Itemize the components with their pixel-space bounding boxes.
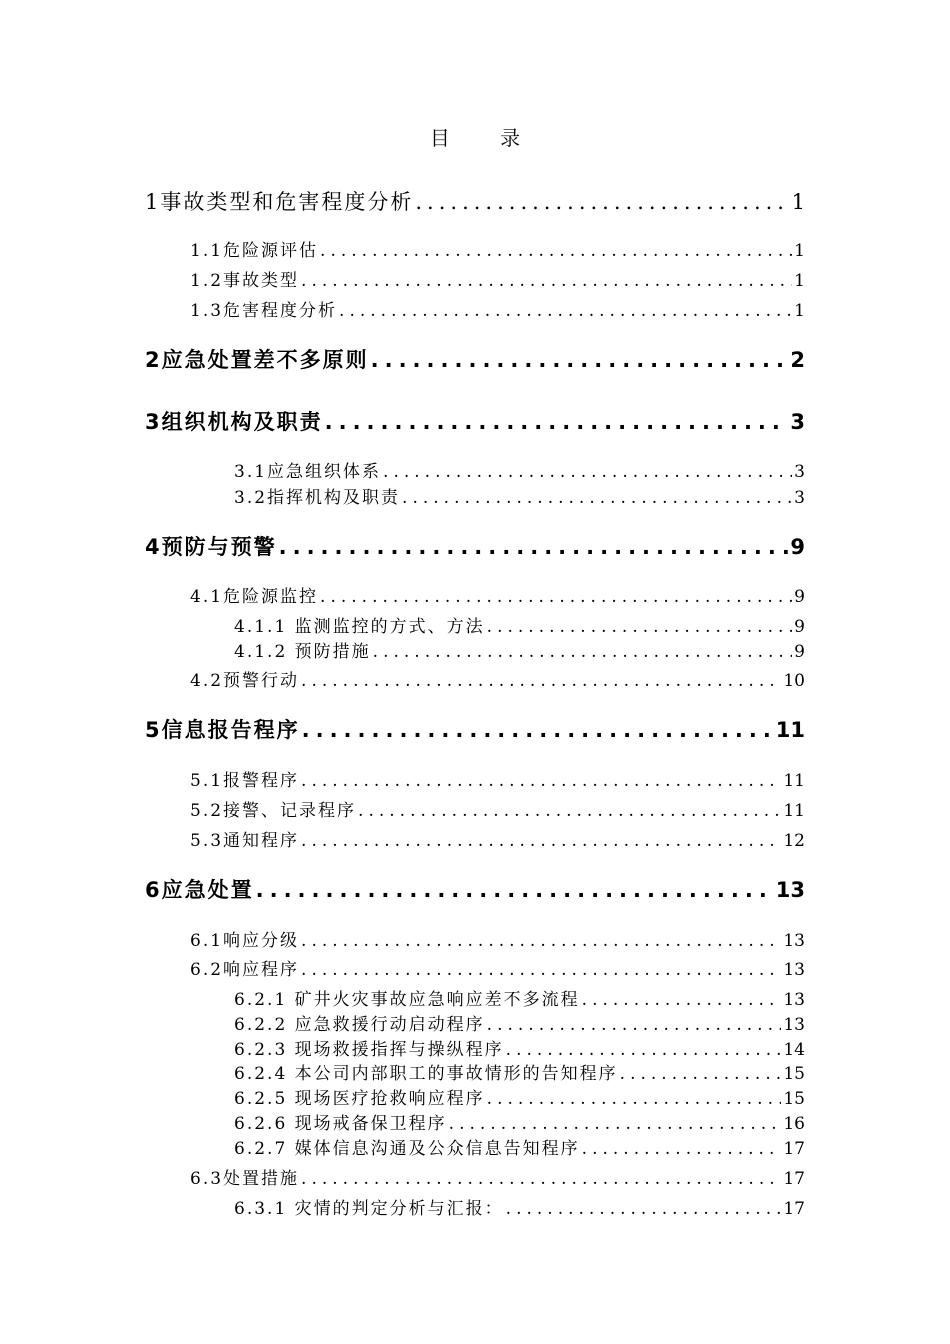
- toc-entry-1[interactable]: [145, 186, 805, 216]
- toc-entry-label: 6.2响应程序: [190, 960, 300, 980]
- toc-leader-dots: [301, 960, 781, 980]
- toc-entry-page: 1: [794, 241, 805, 261]
- toc-entry-5-3[interactable]: [190, 826, 805, 851]
- toc-entry-6-2-3[interactable]: [234, 1035, 805, 1060]
- toc-entry-4-1-1[interactable]: [234, 612, 805, 637]
- toc-entry-page: 11: [783, 771, 805, 791]
- toc-entry-page: 2: [790, 348, 805, 372]
- toc-leader-dots: [506, 1040, 782, 1060]
- toc-leader-dots: [256, 878, 774, 902]
- toc-entry-page: 9: [790, 535, 805, 559]
- toc-entry-6-2-5[interactable]: [234, 1084, 805, 1109]
- toc-leader-dots: [506, 1199, 782, 1219]
- toc-entry-4-2[interactable]: [190, 666, 805, 691]
- toc-entry-page: 11: [783, 801, 805, 821]
- toc-entry-page: 11: [775, 718, 805, 742]
- toc-entry-2[interactable]: [145, 344, 805, 374]
- toc-entry-label: 6.2.5 现场医疗抢救响应程序: [234, 1089, 485, 1109]
- toc-entry-page: 13: [783, 990, 805, 1010]
- toc-entry-label: 5.2接警、记录程序: [190, 801, 357, 821]
- toc-leader-dots: [339, 301, 792, 321]
- toc-entry-page: 12: [783, 831, 805, 851]
- toc-leader-dots: [301, 771, 781, 791]
- toc-leader-dots: [487, 1015, 782, 1035]
- toc-entry-page: 3: [794, 488, 805, 508]
- page-title: 目 录: [429, 126, 543, 150]
- toc-leader-dots: [582, 1139, 782, 1159]
- toc-entry-4-1-2[interactable]: [234, 637, 805, 662]
- toc-entry-page: 14: [783, 1040, 805, 1060]
- toc-leader-dots: [373, 642, 793, 662]
- toc-entry-6-1[interactable]: [190, 926, 805, 951]
- toc-entry-page: 9: [794, 642, 805, 662]
- toc-leader-dots: [302, 718, 774, 742]
- toc-leader-dots: [320, 241, 792, 261]
- toc-leader-dots: [320, 587, 792, 607]
- toc-entry-label: 6.2.1 矿井火灾事故应急响应差不多流程: [234, 990, 580, 1010]
- toc-entry-6-2[interactable]: [190, 955, 805, 980]
- toc-entry-6-2-7[interactable]: [234, 1134, 805, 1159]
- toc-entry-label: 1事故类型和危害程度分析: [145, 190, 414, 214]
- toc-entry-5-2[interactable]: [190, 796, 805, 821]
- toc-leader-dots: [487, 617, 793, 637]
- toc-entry-page: 9: [794, 587, 805, 607]
- toc-entry-page: 17: [783, 1169, 805, 1189]
- toc-entry-3-1[interactable]: [234, 457, 805, 482]
- toc-entry-4[interactable]: [145, 531, 805, 561]
- toc-entry-label: 1.1危险源评估: [190, 241, 319, 261]
- toc-entry-page: 16: [783, 1114, 805, 1134]
- toc-entry-page: 15: [783, 1064, 805, 1084]
- toc-entry-6-2-1[interactable]: [234, 985, 805, 1010]
- toc-entry-label: 6.2.2 应急救援行动启动程序: [234, 1015, 485, 1035]
- toc-entry-label: 4.1危险源监控: [190, 587, 319, 607]
- toc-entry-label: 4预防与预警: [145, 535, 277, 559]
- toc-entry-page: 13: [783, 931, 805, 951]
- toc-entry-page: 13: [783, 960, 805, 980]
- toc-entry-page: 10: [783, 671, 805, 691]
- toc-entry-page: 1: [791, 190, 805, 214]
- toc-entry-page: 3: [790, 410, 805, 434]
- toc-entry-label: 5.3通知程序: [190, 831, 300, 851]
- toc-leader-dots: [415, 190, 789, 214]
- toc-entry-label: 3.1应急组织体系: [234, 462, 382, 482]
- toc-entry-6-2-6[interactable]: [234, 1109, 805, 1134]
- toc-entry-label: 6.2.4 本公司内部职工的事故情形的告知程序: [234, 1064, 618, 1084]
- toc-entry-label: 6.2.3 现场救援指挥与操纵程序: [234, 1040, 504, 1060]
- toc-leader-dots: [301, 931, 781, 951]
- toc-entry-page: 17: [783, 1199, 805, 1219]
- toc-entry-3-2[interactable]: [234, 483, 805, 508]
- toc-leader-dots: [301, 831, 781, 851]
- toc-entry-page: 17: [783, 1139, 805, 1159]
- toc-leader-dots: [301, 271, 792, 291]
- toc-entry-label: 6.2.6 现场戒备保卫程序: [234, 1114, 447, 1134]
- toc-entry-page: 3: [794, 462, 805, 482]
- toc-entry-1-1[interactable]: [190, 236, 805, 261]
- toc-entry-label: 1.2事故类型: [190, 271, 300, 291]
- toc-entry-label: 6.3.1 灾情的判定分析与汇报：: [234, 1199, 504, 1219]
- toc-entry-label: 3组织机构及职责: [145, 410, 323, 434]
- toc-entry-page: 1: [794, 301, 805, 321]
- toc-leader-dots: [279, 535, 789, 559]
- toc-entry-6-3-1[interactable]: [234, 1194, 805, 1219]
- toc-leader-dots: [449, 1114, 782, 1134]
- toc-leader-dots: [582, 990, 782, 1010]
- toc-entry-label: 6应急处置: [145, 878, 254, 902]
- toc-entry-label: 6.2.7 媒体信息沟通及公众信息告知程序: [234, 1139, 580, 1159]
- toc-entry-1-2[interactable]: [190, 266, 805, 291]
- toc-leader-dots: [383, 462, 792, 482]
- toc-entry-6[interactable]: [145, 874, 805, 904]
- toc-entry-5[interactable]: [145, 714, 805, 744]
- toc-leader-dots: [487, 1089, 782, 1109]
- toc-entry-label: 4.1.2 预防措施: [234, 642, 371, 662]
- toc-entry-page: 9: [794, 617, 805, 637]
- toc-entry-label: 1.3危害程度分析: [190, 301, 338, 321]
- toc-entry-3[interactable]: [145, 406, 805, 436]
- toc-leader-dots: [402, 488, 792, 508]
- toc-leader-dots: [325, 410, 789, 434]
- toc-leader-dots: [620, 1064, 782, 1084]
- toc-leader-dots: [301, 1169, 781, 1189]
- toc-entry-label: 4.2预警行动: [190, 671, 300, 691]
- toc-leader-dots: [301, 671, 781, 691]
- toc-entry-4-1[interactable]: [190, 582, 805, 607]
- toc-entry-label: 6.3处置措施: [190, 1169, 300, 1189]
- toc-entry-label: 5信息报告程序: [145, 718, 300, 742]
- toc-entry-page: 13: [783, 1015, 805, 1035]
- toc-entry-6-2-2[interactable]: [234, 1010, 805, 1035]
- toc-entry-label: 2应急处置差不多原则: [145, 348, 369, 372]
- toc-entry-label: 3.2指挥机构及职责: [234, 488, 401, 508]
- toc-entry-label: 5.1报警程序: [190, 771, 300, 791]
- toc-entry-page: 15: [783, 1089, 805, 1109]
- toc-entry-label: 4.1.1 监测监控的方式、方法: [234, 617, 485, 637]
- toc-entry-1-3[interactable]: [190, 296, 805, 321]
- toc-entry-page: 13: [775, 878, 805, 902]
- toc-entry-page: 1: [794, 271, 805, 291]
- toc-entry-5-1[interactable]: [190, 766, 805, 791]
- toc-leader-dots: [358, 801, 781, 821]
- toc-entry-label: 6.1响应分级: [190, 931, 300, 951]
- toc-entry-6-3[interactable]: [190, 1164, 805, 1189]
- toc-entry-6-2-4[interactable]: [234, 1059, 805, 1084]
- toc-leader-dots: [371, 348, 789, 372]
